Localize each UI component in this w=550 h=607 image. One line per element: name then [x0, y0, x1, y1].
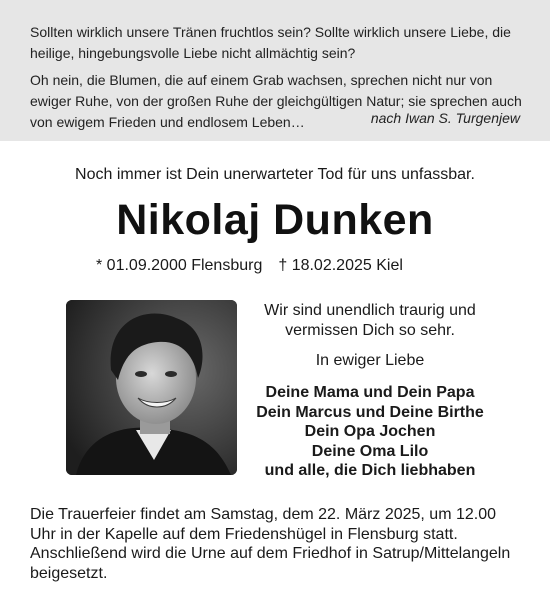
life-dates	[96, 257, 403, 275]
quote-box	[0, 0, 550, 141]
ceremony-info	[30, 505, 525, 583]
quote-author: nach Iwan S. Turgenjew	[370, 110, 520, 126]
birth-date: * 01.09.2000 Flensburg	[96, 257, 263, 274]
intro-text: Noch immer ist Dein unerwarteter Tod für uns unfassbar.	[75, 166, 475, 183]
message-line-1: Wir sind unendlich traurig und	[264, 302, 476, 319]
quote-paragraph-1: Sollten wirklich unsere Tränen fruchtlos sein? Sollte wirklich unsere Liebe, die heilige, hingebungsvolle Liebe nicht allmächtig sein?	[30, 24, 511, 61]
message-block	[250, 301, 490, 481]
family-member: Deine Mama und Dein Papa	[265, 384, 475, 401]
message-line-2: vermissen Dich so sehr.	[285, 322, 455, 339]
quote-paragraph-2: Oh nein, die Blumen, die auf einem Grab wachsen, sprechen nicht nur von ewiger Ruhe, von der großen Ruhe der gleichgültigen Natur; sie sprechen auch von ewigem Frieden und endlosem Leben…	[30, 72, 522, 130]
deceased-name: Nikolaj Dunken	[116, 196, 434, 244]
portrait-image	[66, 300, 237, 475]
eternal-love-line: In ewiger Liebe	[315, 352, 425, 369]
family-member: Dein Marcus und Deine Birthe	[256, 403, 484, 421]
ceremony-paragraph-1: Die Trauerfeier findet am Samstag, dem 22. März 2025, um 12.00 Uhr in der Kapelle auf dem Friedenshügel in Flensburg statt.	[30, 506, 497, 543]
portrait-photo	[66, 300, 237, 475]
family-list	[250, 383, 490, 481]
family-member: Deine Oma Lilo	[311, 442, 429, 460]
ceremony-paragraph-2: Anschließend wird die Urne auf dem Friedhof in Satrup/Mittelangeln beigesetzt.	[30, 545, 511, 582]
family-member: Dein Opa Jochen	[304, 423, 436, 440]
family-member: und alle, die Dich liebhaben	[264, 462, 476, 479]
death-date: † 18.02.2025 Kiel	[278, 257, 403, 274]
